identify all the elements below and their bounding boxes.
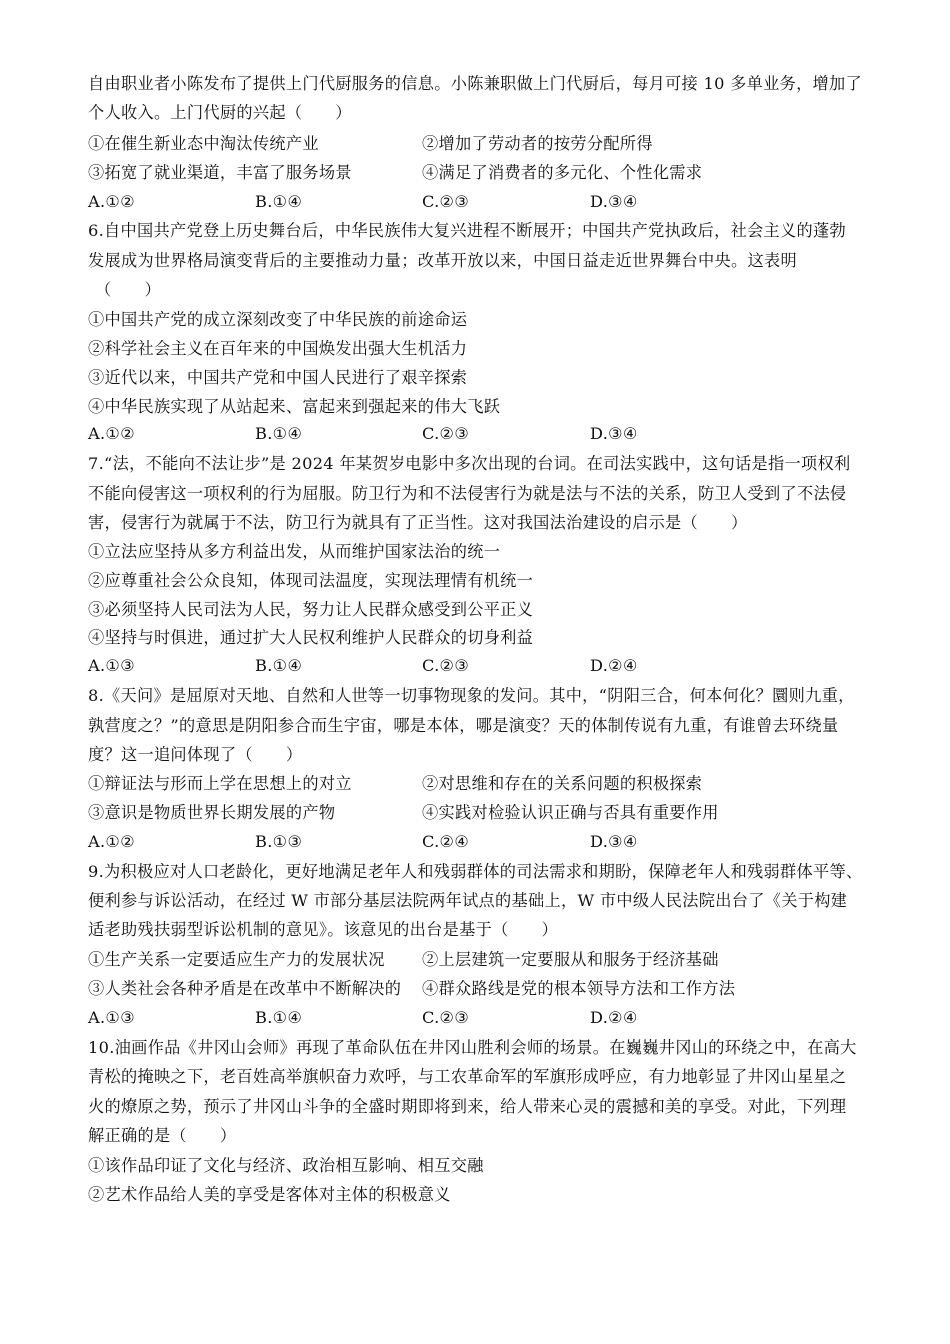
q7-choice-d: D.②④ xyxy=(590,656,638,675)
q10-stem-line-4: 解正确的是（ ） xyxy=(88,1126,237,1145)
q9-statement-3: ③人类社会各种矛盾是在改革中不断解决的 xyxy=(88,979,402,998)
q8-stem-line-3: 度？这一追问体现了（ ） xyxy=(88,745,303,764)
q5-statement-4: ④满足了消费者的多元化、个性化需求 xyxy=(422,163,703,182)
q8-choice-b: B.①③ xyxy=(255,832,303,851)
q5-stem-line-1: 自由职业者小陈发布了提供上门代厨服务的信息。小陈兼职做上门代厨后，每月可接 10 多单业务，增加了 xyxy=(88,74,863,93)
q9-stem-line-2: 便利参与诉讼活动，在经过 W 市部分基层法院两年试点的基础上，W 市中级人民法院出台了《关于构建 xyxy=(88,891,848,910)
q10-statement-2: ②艺术作品给人美的享受是客体对主体的积极意义 xyxy=(88,1185,451,1204)
q6-statement-2: ②科学社会主义在百年来的中国焕发出强大生机活力 xyxy=(88,339,468,358)
q8-statement-4: ④实践对检验认识正确与否具有重要作用 xyxy=(422,803,719,822)
q8-choice-d: D.③④ xyxy=(590,832,638,851)
q6-choice-c: C.②③ xyxy=(422,424,470,443)
q7-stem-line-2: 不能向侵害这一项权利的行为屈服。防卫行为和不法侵害行为就是法与不法的关系，防卫人受到了不法侵 xyxy=(88,484,847,503)
q8-choice-c: C.②④ xyxy=(422,832,470,851)
q7-statement-2: ②应尊重社会公众良知，体现司法温度，实现法理情有机统一 xyxy=(88,571,534,590)
q6-stem-line-2: 发展成为世界格局演变背后的主要推动力量；改革开放以来，中国日益走近世界舞台中央。这表明 xyxy=(88,251,797,270)
q7-choice-a: A.①③ xyxy=(88,656,136,675)
q8-choice-a: A.①② xyxy=(88,832,136,851)
q8-statement-1: ①辩证法与形而上学在思想上的对立 xyxy=(88,774,352,793)
q9-choice-c: C.②③ xyxy=(422,1008,470,1027)
q7-statement-4: ④坚持与时俱进，通过扩大人民权利维护人民群众的切身利益 xyxy=(88,628,534,647)
q6-statement-4: ④中华民族实现了从站起来、富起来到强起来的伟大飞跃 xyxy=(88,397,501,416)
q10-statement-1: ①该作品印证了文化与经济、政治相互影响、相互交融 xyxy=(88,1156,484,1175)
q5-choice-a: A.①② xyxy=(88,192,136,211)
q6-statement-1: ①中国共产党的成立深刻改变了中华民族的前途命运 xyxy=(88,310,468,329)
q8-statement-3: ③意识是物质世界长期发展的产物 xyxy=(88,803,336,822)
q8-stem-line-2: 孰营度之？”的意思是阴阳参合而生宇宙，哪是本体，哪是演变？天的体制传说有九重，有谁曾去环绕量 xyxy=(88,716,839,735)
q9-statement-1: ①生产关系一定要适应生产力的发展状况 xyxy=(88,950,385,969)
q9-choice-b: B.①④ xyxy=(255,1008,303,1027)
q6-choice-d: D.③④ xyxy=(590,424,638,443)
q9-statement-2: ②上层建筑一定要服从和服务于经济基础 xyxy=(422,950,719,969)
q7-stem-line-3: 害，侵害行为就属于不法，防卫行为就具有了正当性。这对我国法治建设的启示是（ ） xyxy=(88,513,748,532)
q7-choice-b: B.①④ xyxy=(255,656,303,675)
q6-choice-b: B.①④ xyxy=(255,424,303,443)
q9-stem-line-1: 9.为积极应对人口老龄化，更好地满足老年人和残弱群体的司法需求和期盼，保障老年人和残弱群体平等、 xyxy=(88,862,863,881)
q6-stem-line-1: 6.自中国共产党登上历史舞台后，中华民族伟大复兴进程不断展开；中国共产党执政后，社会主义的蓬勃 xyxy=(88,221,846,240)
q6-statement-3: ③近代以来，中国共产党和中国人民进行了艰辛探索 xyxy=(88,368,468,387)
q6-choice-a: A.①② xyxy=(88,424,136,443)
q7-stem-line-1: 7.“法，不能向不法让步”是 2024 年某贺岁电影中多次出现的台词。在司法实践中，这句话是指一项权利 xyxy=(88,454,851,473)
q5-choice-c: C.②③ xyxy=(422,192,470,211)
q8-statement-2: ②对思维和存在的关系问题的积极探索 xyxy=(422,774,703,793)
q5-stem-line-2: 个人收入。上门代厨的兴起（ ） xyxy=(88,103,352,122)
q9-stem-line-3: 适老助残扶弱型诉讼机制的意见》。该意见的出台是基于（ ） xyxy=(88,920,559,939)
q5-statement-3: ③拓宽了就业渠道，丰富了服务场景 xyxy=(88,163,352,182)
q5-choice-b: B.①④ xyxy=(255,192,303,211)
q9-statement-4: ④群众路线是党的根本领导方法和工作方法 xyxy=(422,979,736,998)
q5-choice-d: D.③④ xyxy=(590,192,638,211)
q8-stem-line-1: 8.《天问》是屈原对天地、自然和人世等一切事物现象的发问。其中，“阴阳三合，何本何化？圜则九重， xyxy=(88,686,855,705)
q7-choice-c: C.②③ xyxy=(422,656,470,675)
q7-statement-3: ③必须坚持人民司法为人民，努力让人民群众感受到公平正义 xyxy=(88,600,534,619)
q5-statement-1: ①在催生新业态中淘汰传统产业 xyxy=(88,134,319,153)
q5-statement-2: ②增加了劳动者的按劳分配所得 xyxy=(422,134,653,153)
q6-stem-line-3: （ ） xyxy=(95,280,161,299)
q9-choice-d: D.②④ xyxy=(590,1008,638,1027)
q10-stem-line-2: 青松的掩映之下，老百姓高举旗帜奋力欢呼，与工农革命军的军旗形成呼应，有力地彰显了井冈山星星之 xyxy=(88,1067,847,1086)
q10-stem-line-1: 10.油画作品《井冈山会师》再现了革命队伍在井冈山胜利会师的场景。在巍巍井冈山的环绕之中，在高大 xyxy=(88,1038,857,1057)
q7-statement-1: ①立法应坚持从多方利益出发，从而维护国家法治的统一 xyxy=(88,542,501,561)
q9-choice-a: A.①③ xyxy=(88,1008,136,1027)
q10-stem-line-3: 火的燎原之势，预示了井冈山斗争的全盛时期即将到来，给人带来心灵的震撼和美的享受。对此，下列理 xyxy=(88,1097,847,1116)
